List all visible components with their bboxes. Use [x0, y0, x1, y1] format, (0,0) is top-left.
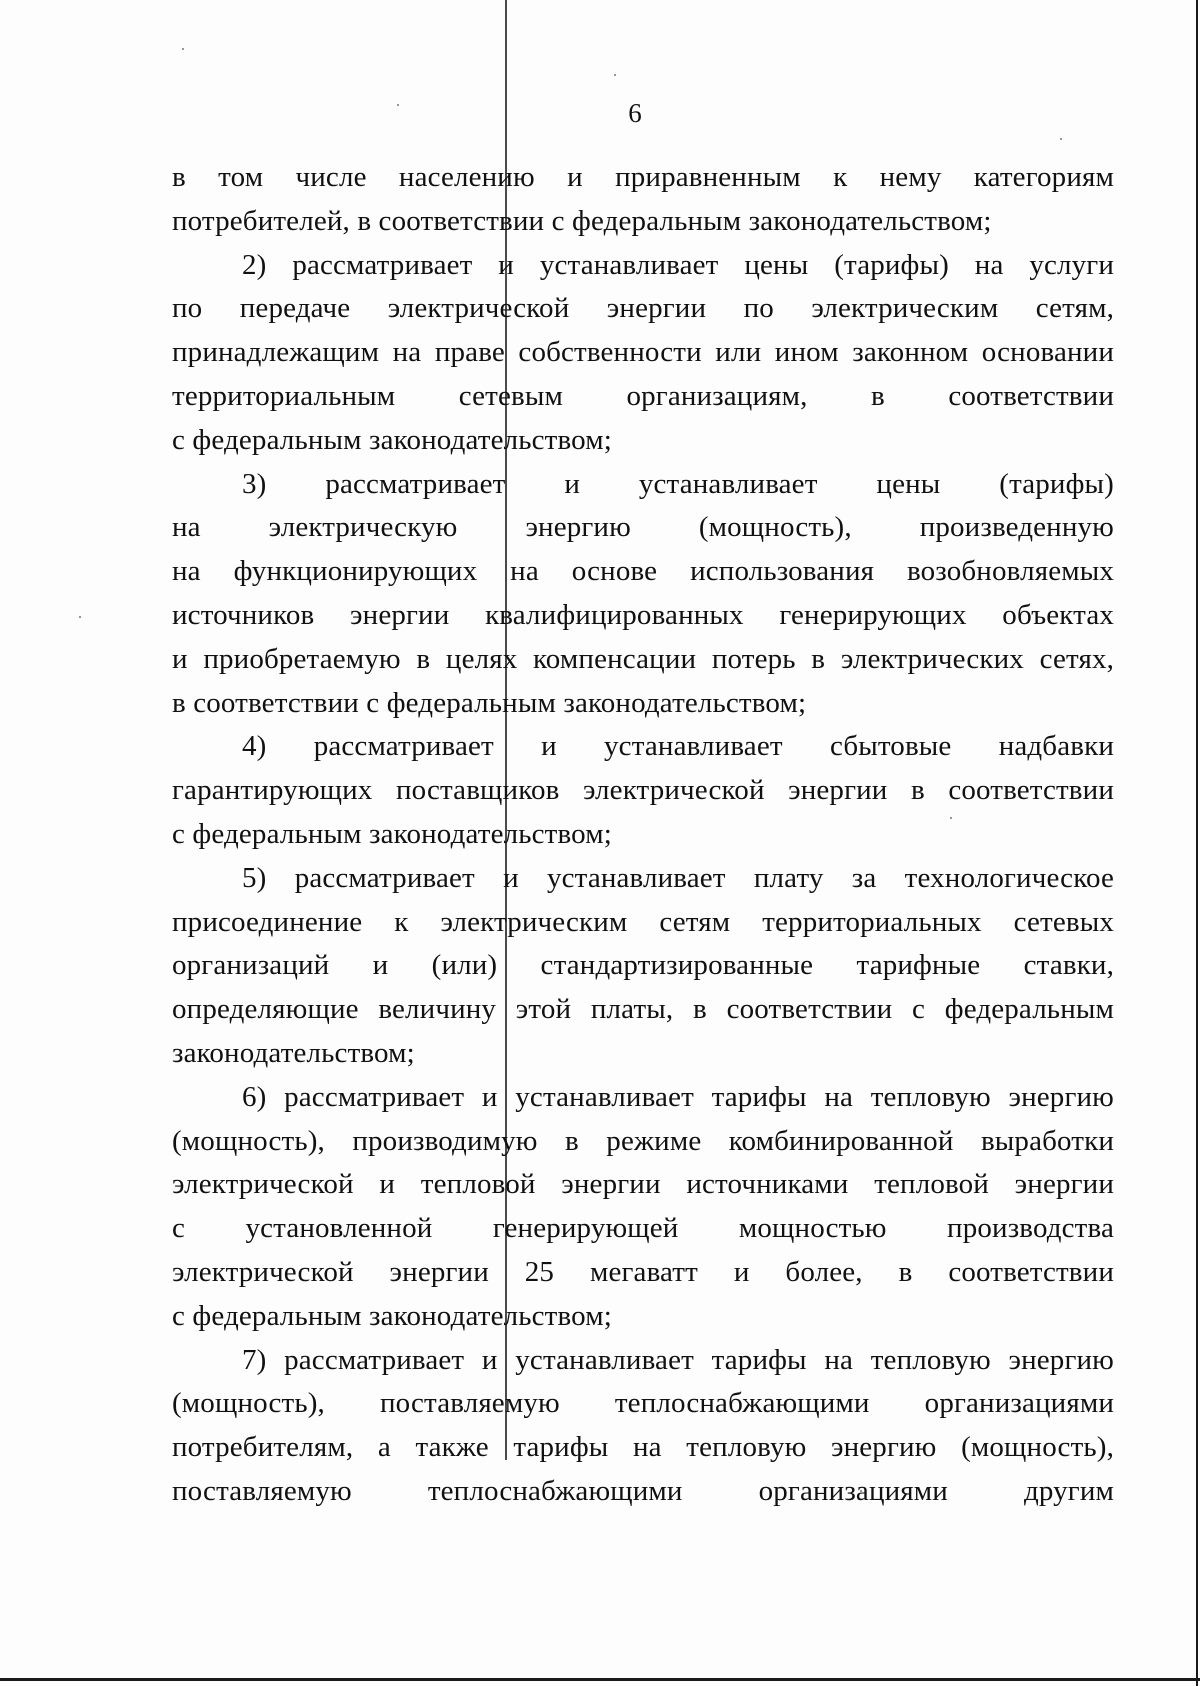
text-line: 6) рассматривает и устанавливает тарифы на тепловую энергию	[242, 1080, 1114, 1113]
text-line: (мощность), поставляемую теплоснабжающими организациями	[172, 1387, 1114, 1420]
paragraph	[172, 463, 1114, 726]
text-line: гарантирующих поставщиков электрической энергии в соответствии	[172, 774, 1114, 807]
text-line: поставляемую теплоснабжающими организациями другим	[172, 1474, 1114, 1507]
page-number: 6	[628, 98, 642, 128]
paragraph	[172, 244, 1114, 463]
text-line: в том числе населению и приравненным к нему категориям	[172, 161, 1114, 193]
text-line: с федеральным законодательством;	[172, 817, 612, 850]
text-line: присоединение к электрическим сетям территориальных сетевых	[172, 905, 1114, 938]
text-line: потребителей, в соответствии с федеральным законодательством;	[172, 204, 992, 237]
text-line: по передаче электрической энергии по электрическим сетям,	[172, 292, 1114, 325]
text-line: с федеральным законодательством;	[172, 423, 612, 456]
text-line: на функционирующих на основе использования возобновляемых	[172, 555, 1114, 588]
text-line: 2) рассматривает и устанавливает цены (тарифы) на услуги	[242, 248, 1114, 281]
paragraph	[172, 725, 1114, 856]
text-line: с установленной генерирующей мощностью производства	[172, 1212, 1114, 1245]
text-line: потребителям, а также тарифы на тепловую энергию (мощность),	[172, 1431, 1114, 1464]
text-line: (мощность), производимую в режиме комбинированной выработки	[172, 1124, 1114, 1157]
text-line: организаций и (или) стандартизированные тарифные ставки,	[172, 949, 1114, 982]
paragraph	[172, 857, 1114, 1076]
scan-border-bottom	[0, 1678, 1200, 1681]
scan-speck	[614, 74, 616, 76]
scan-speck	[182, 48, 184, 50]
scan-speck	[79, 616, 81, 618]
text-line: электрической энергии 25 мегаватт и более, в соответствии	[172, 1255, 1114, 1288]
text-line: территориальным сетевым организациям, в соответствии	[172, 379, 1114, 412]
text-line: принадлежащим на праве собственности или ином законном основании	[172, 336, 1114, 369]
text-line: электрической и тепловой энергии источниками тепловой энергии	[172, 1168, 1114, 1201]
text-line: законодательством;	[172, 1036, 415, 1069]
paragraph	[172, 156, 1114, 244]
text-line: 3) рассматривает и устанавливает цены (тарифы)	[242, 467, 1114, 500]
text-line: определяющие величину этой платы, в соответствии с федеральным	[172, 993, 1114, 1026]
text-line: 7) рассматривает и устанавливает тарифы на тепловую энергию	[242, 1343, 1114, 1376]
text-line: на электрическую энергию (мощность), произведенную	[172, 511, 1114, 544]
paragraph	[172, 1076, 1114, 1339]
scan-speck	[1060, 138, 1062, 140]
paragraph	[172, 1339, 1114, 1514]
text-line: в соответствии с федеральным законодательством;	[172, 686, 807, 719]
document-body	[172, 156, 1114, 1514]
text-line: 4) рассматривает и устанавливает сбытовые надбавки	[242, 730, 1114, 763]
text-line: и приобретаемую в целях компенсации потерь в электрических сетях,	[172, 642, 1114, 675]
scan-border-right	[1196, 0, 1198, 1686]
text-line: 5) рассматривает и устанавливает плату за технологическое	[242, 861, 1114, 894]
text-line: источников энергии квалифицированных генерирующих объектах	[172, 598, 1114, 631]
text-line: с федеральным законодательством;	[172, 1299, 612, 1332]
